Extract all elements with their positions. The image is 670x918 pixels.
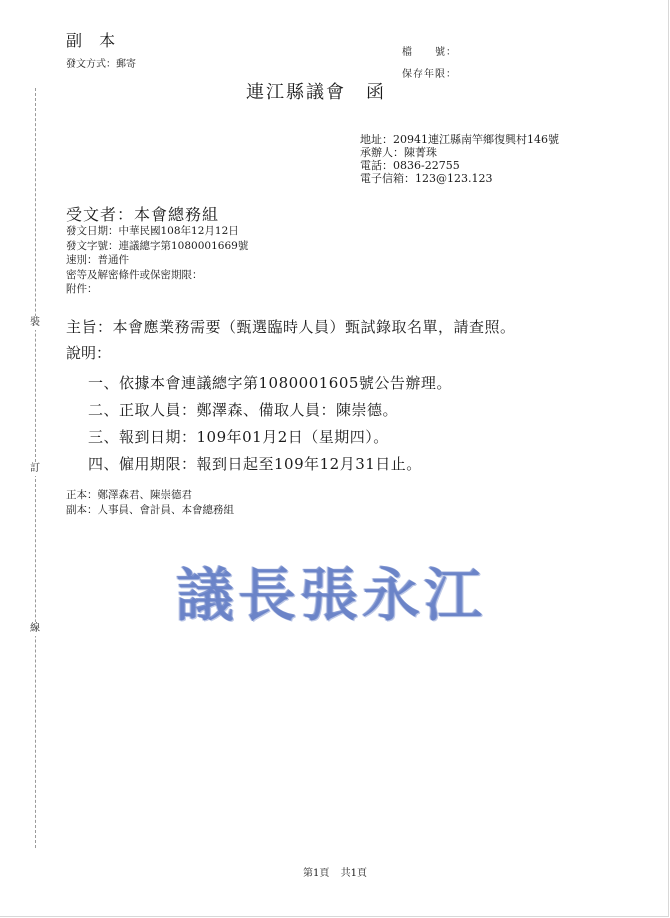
handler: 承辦人：陳菁珠 [360,146,437,159]
distribution-copy: 副本：人事員、會計員、本會總務組 [66,504,234,516]
explain-heading: 說明： [66,344,112,362]
meta-block [66,224,248,297]
explanation-items [88,370,452,478]
list-item: 二、正取人員：鄭澤森、備取人員：陳崇德。 [88,401,399,419]
attachment: 附件： [66,283,98,295]
send-method: 發文方式：郵寄 [66,59,136,70]
list-item: 一、依據本會連議總字第1080001605號公告辦理。 [88,374,452,392]
recipient: 受文者：本會總務組 [66,205,220,224]
binding-mark-ding: 訂 [30,463,40,474]
distribution-original: 正本：鄭澤森君、陳崇德君 [66,489,192,501]
page-footer [0,864,670,879]
email: 電子信箱：123@123.123 [360,172,493,185]
retention-label: 保存年限： [402,69,457,80]
classification: 密等及解密條件或保密期限： [66,268,203,281]
contact-block [360,133,559,185]
doc-number: 發文字號：連議總字第1080001669號 [66,239,249,252]
copy-mark: 副 本 [66,31,122,50]
issue-date: 發文日期：中華民國108年12月12日 [66,225,239,237]
archive-number-label: 檔 號： [402,47,457,58]
speed: 速別：普通件 [66,254,129,266]
page-total: 共1頁 [340,868,367,879]
distribution-block [66,488,234,518]
list-item: 三、報到日期：109年01月2日（星期四）。 [88,428,389,446]
address: 地址：20941連江縣南竿鄉復興村146號 [360,133,559,146]
phone: 電話：0836-22755 [360,159,460,172]
binding-mark-xian: 線 [30,623,40,634]
page-number: 第1頁 [303,868,330,879]
binding-mark-zhuang: 裝 [30,317,40,328]
subject: 主旨：本會應業務需要（甄選臨時人員）甄試錄取名單，請查照。 [66,318,516,336]
archive-block [402,42,457,86]
document-title: 連江縣議會 函 [246,82,386,103]
list-item: 四、僱用期限：報到日起至109年12月31日止。 [88,455,422,473]
speaker-seal: 議長張永江 [176,561,487,629]
